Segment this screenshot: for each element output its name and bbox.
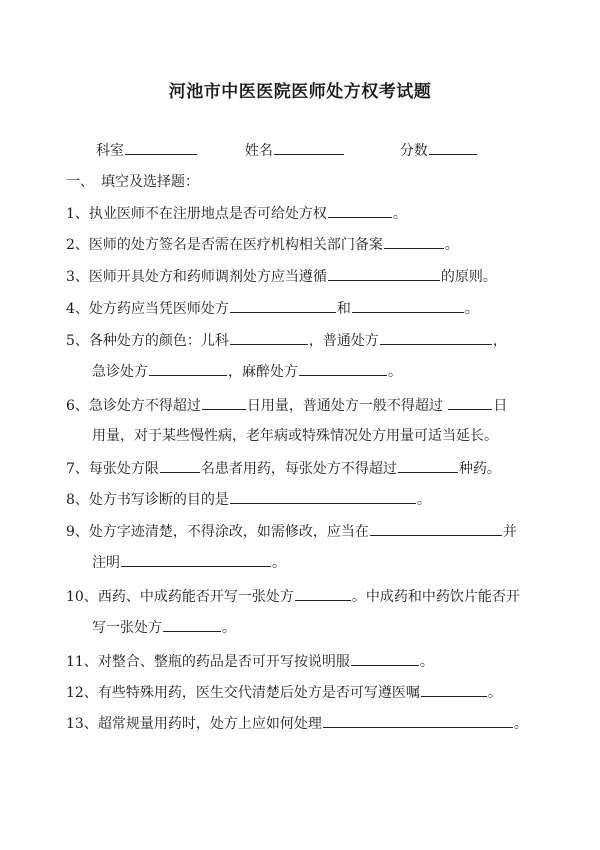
question-number: 10、: [66, 589, 98, 605]
question-6: [66, 395, 507, 416]
question-number: 9、: [66, 524, 89, 540]
answer-blank[interactable]: [398, 458, 458, 473]
question-text: 。: [388, 364, 402, 380]
question-text: 处方字迹清楚，不得涂改，如需修改，应当在: [88, 524, 369, 540]
question-text: 急诊处方: [92, 364, 148, 380]
question-text: 。: [464, 301, 479, 317]
question-number: 7、: [66, 461, 89, 477]
answer-blank[interactable]: [230, 330, 308, 345]
question-text: 执业医师不在注册地点是否可给处方权: [88, 206, 327, 222]
department-label: 科室: [96, 143, 124, 159]
question-text: 日: [493, 398, 508, 414]
question-text: ，普通处方: [308, 333, 379, 349]
question-text: 种药。: [458, 461, 501, 477]
answer-blank[interactable]: [352, 298, 464, 313]
answer-blank[interactable]: [160, 458, 200, 473]
question-text: 。: [272, 555, 286, 571]
question-number: 12、: [66, 685, 98, 701]
question-number: 6、: [66, 398, 89, 414]
name-blank[interactable]: [274, 140, 344, 155]
page-title: 河池市中医医院医师处方权考试题: [168, 82, 432, 102]
question-number: 5、: [66, 333, 89, 349]
question-text: 西药、中成药能否开写一张处方: [97, 589, 294, 605]
question-text: 每张处方限: [88, 461, 159, 477]
answer-blank[interactable]: [370, 521, 502, 536]
answer-blank[interactable]: [230, 298, 336, 313]
question-text: 超常规量用药时，处方上应如何处理: [97, 716, 322, 732]
question-text: 。: [416, 492, 431, 508]
question-10-line-2: [92, 617, 236, 638]
question-10: [66, 586, 520, 607]
score-label: 分数: [399, 143, 428, 159]
question-9: [66, 521, 517, 542]
question-1: [66, 203, 407, 224]
question-text: 。: [487, 685, 502, 701]
question-text: ，麻醉处方: [228, 364, 298, 380]
question-text: 各种处方的颜色：儿科: [88, 333, 229, 349]
question-text: 处方药应当凭医师处方: [88, 301, 229, 317]
question-text: 。中成药和中药饮片能否开: [351, 589, 520, 605]
question-6-line-2: 用量，对于某些慢性病，老年病或特殊情况处方用量可适当延长。: [92, 428, 498, 444]
question-text: 写一张处方: [92, 620, 162, 636]
question-text: 和: [336, 301, 351, 317]
name-label: 姓名: [244, 143, 273, 159]
answer-blank[interactable]: [202, 395, 246, 410]
answer-blank[interactable]: [448, 395, 492, 410]
question-7: [66, 458, 501, 479]
answer-blank[interactable]: [163, 617, 221, 632]
answer-blank[interactable]: [121, 552, 271, 567]
question-text: 。: [392, 206, 407, 222]
question-text: 。: [513, 716, 528, 732]
question-number: 2、: [66, 237, 89, 253]
question-8: [66, 489, 431, 510]
question-number: 4、: [66, 301, 89, 317]
question-text: 对整合、整瓶的药品是否可开写按说明服: [97, 654, 350, 670]
question-text: 名患者用药，每张处方不得超过: [200, 461, 397, 477]
answer-blank[interactable]: [230, 489, 416, 504]
question-number: 13、: [66, 716, 98, 732]
question-5-line-2: [92, 361, 402, 382]
question-text: ，: [492, 333, 507, 349]
question-text: 。: [444, 237, 459, 253]
question-text: 。: [222, 620, 236, 636]
question-12: [66, 682, 502, 703]
score-blank[interactable]: [429, 140, 477, 155]
question-text: 急诊处方不得超过: [88, 398, 201, 414]
question-text: 的原则。: [440, 269, 497, 285]
question-number: 3、: [66, 269, 89, 285]
question-text: 医师开具处方和药师调剂处方应当遵循: [88, 269, 327, 285]
question-4: [66, 298, 479, 319]
question-text: 并: [502, 524, 517, 540]
department-blank[interactable]: [125, 140, 197, 155]
question-text: 有些特殊用药，医生交代清楚后处方是否可写遵医嘱: [97, 685, 420, 701]
answer-blank[interactable]: [328, 203, 392, 218]
question-text: 处方书写诊断的目的是: [88, 492, 229, 508]
answer-blank[interactable]: [299, 361, 387, 376]
answer-blank[interactable]: [149, 361, 227, 376]
answer-blank[interactable]: [421, 682, 487, 697]
question-11: [66, 651, 434, 672]
answer-blank[interactable]: [380, 330, 492, 345]
question-9-line-2: [92, 552, 286, 573]
question-text: 注明: [92, 555, 120, 571]
answer-blank[interactable]: [351, 651, 419, 666]
answer-blank[interactable]: [328, 266, 440, 281]
header-fields: [96, 140, 478, 161]
answer-blank[interactable]: [323, 713, 513, 728]
question-2: [66, 234, 459, 255]
question-13: [66, 713, 528, 734]
question-5: [66, 330, 507, 351]
question-text: 日用量，普通处方一般不得超过: [246, 398, 443, 414]
question-number: 1、: [66, 206, 89, 222]
question-text: 。: [419, 654, 434, 670]
question-text: 医师的处方签名是否需在医疗机构相关部门备案: [88, 237, 383, 253]
section-heading: 一、 填空及选择题：: [66, 174, 199, 190]
question-number: 8、: [66, 492, 89, 508]
answer-blank[interactable]: [384, 234, 444, 249]
question-3: [66, 266, 497, 287]
question-number: 11、: [66, 654, 98, 670]
answer-blank[interactable]: [295, 586, 351, 601]
